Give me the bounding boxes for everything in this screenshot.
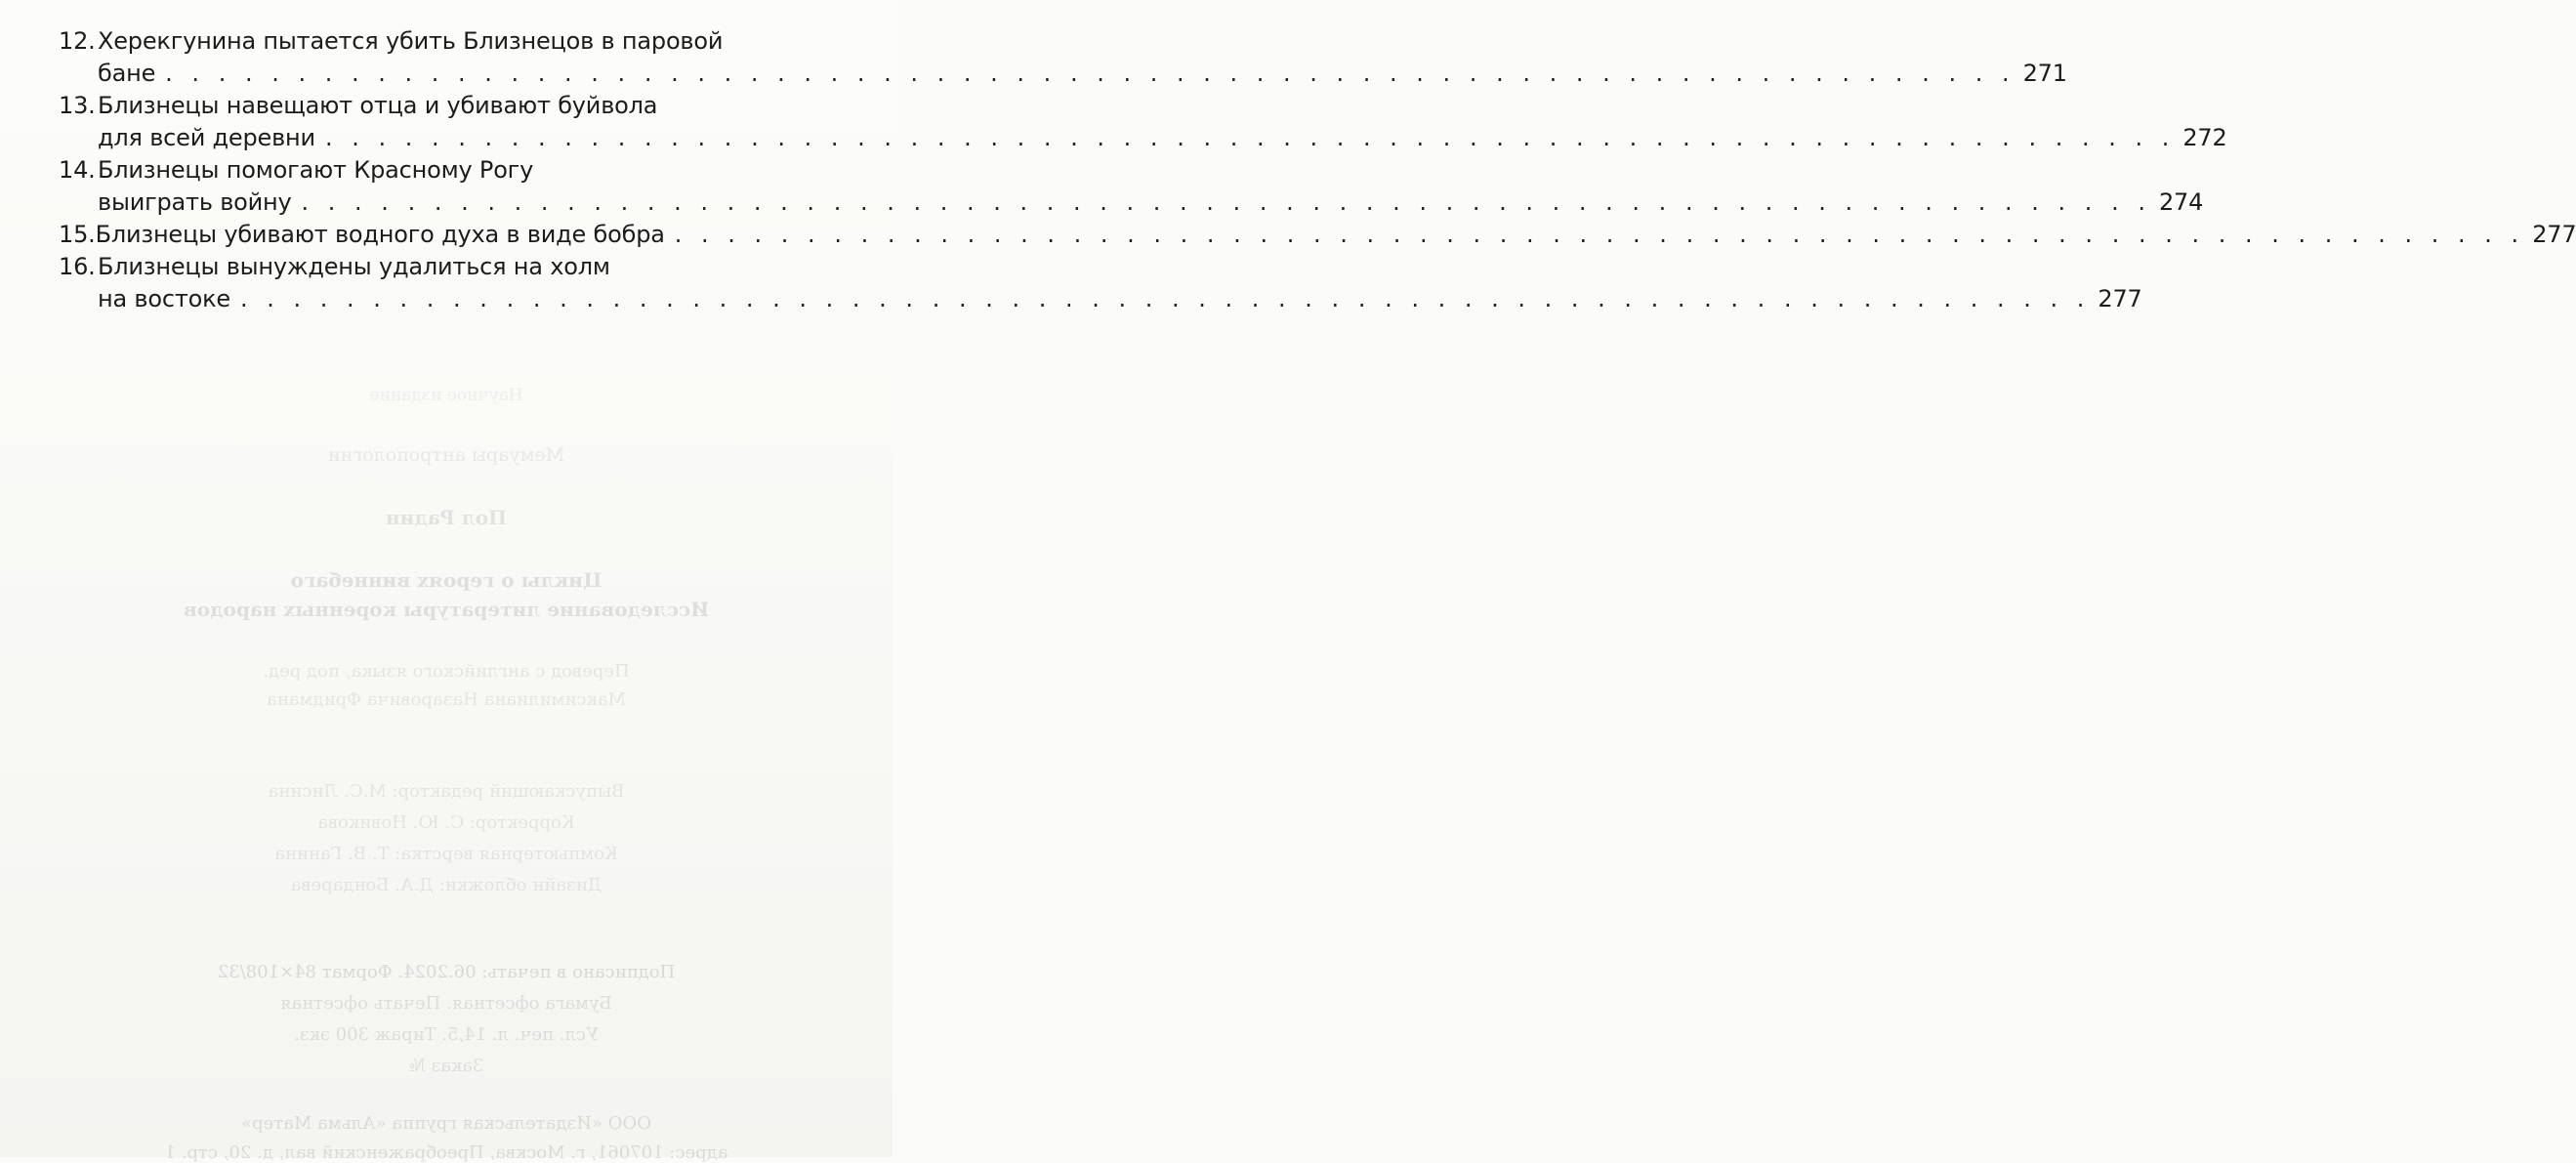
toc-entry-16[interactable]: [59, 251, 2142, 315]
toc-entry-12[interactable]: [59, 25, 2067, 90]
ghost-line: Бумага офсетная. Печать офсетная: [280, 993, 612, 1014]
ghost-line: Пол Радин: [385, 506, 508, 529]
ghost-line: Циклы о героях виннебаго: [290, 568, 602, 592]
table-of-contents: [59, 25, 2576, 315]
ghost-line: Корректор: С. Ю. Новикова: [317, 812, 575, 833]
toc-entry-title: Близнецы вынуждены удалиться на холм: [98, 253, 610, 280]
ghost-line: Усл. печ. л. 14,5. Тираж 300 экз.: [294, 1024, 599, 1045]
ghost-line: Мемуары антропологии: [327, 444, 565, 466]
toc-entry-title: Близнецы навещают отца и убивают буйвола: [98, 92, 658, 119]
toc-entry-number: 16.: [59, 253, 96, 280]
ghost-line: адрес: 107061, г. Москва, Преображенский вал, д. 20, стр. 1: [164, 1142, 728, 1163]
ghost-line: Дизайн обложки: Д.А. Бондарева: [290, 875, 602, 895]
ghost-line: Перевод с английского языка, под ред.: [263, 661, 630, 682]
toc-page-number: 277: [2098, 285, 2142, 312]
ghost-line: Заказ №: [408, 1056, 484, 1076]
toc-entry-13[interactable]: [59, 90, 2227, 154]
toc-entry-number: 14.: [59, 156, 96, 184]
dot-leader: [240, 283, 2090, 315]
dot-leader: [165, 58, 2015, 90]
toc-entry-number: 12.: [59, 27, 96, 55]
toc-entry-number: 13.: [59, 92, 96, 119]
dot-leader: [325, 122, 2175, 154]
ghost-line: Выпускающий редактор: М.С. Лисина: [268, 781, 625, 802]
toc-entry-number: 15.: [59, 221, 96, 248]
ghost-line: ООО «Издательская группа «Альма Матер»: [241, 1113, 651, 1134]
toc-page-number: 274: [2158, 188, 2204, 216]
toc-entry-title-continued: выиграть войну: [98, 188, 292, 216]
toc-page-number: 277: [2532, 221, 2576, 248]
toc-entry-15[interactable]: [59, 219, 2576, 251]
toc-entry-title-continued: для всей деревни: [98, 124, 315, 151]
dot-leader: [302, 187, 2151, 219]
ghost-line: Исследование литературы коренных народов: [183, 598, 710, 621]
toc-entry-title: Близнецы помогают Красному Рогу: [98, 156, 534, 184]
dot-leader: [675, 219, 2524, 251]
ghost-line: Научное издание: [369, 386, 523, 405]
toc-entry-title-continued: бане: [98, 60, 156, 87]
toc-entry-title: Херекгунина пытается убить Близнецов в паровой: [98, 27, 724, 55]
ghost-line: Максимилиана Назаровича Фридмана: [267, 689, 626, 710]
toc-entry-title-continued: на востоке: [98, 285, 230, 312]
toc-entry-title: Близнецы убивают водного духа в виде бобра: [95, 221, 665, 248]
ghost-line: Подписано в печать: 06.2024. Формат 84×108/32: [217, 962, 676, 982]
ghost-line: Компьютерная верстка: Т. В. Ганина: [274, 844, 618, 864]
toc-entry-14[interactable]: [59, 154, 2204, 219]
toc-page-number: 272: [2182, 124, 2227, 151]
toc-page-number: 271: [2022, 60, 2067, 87]
